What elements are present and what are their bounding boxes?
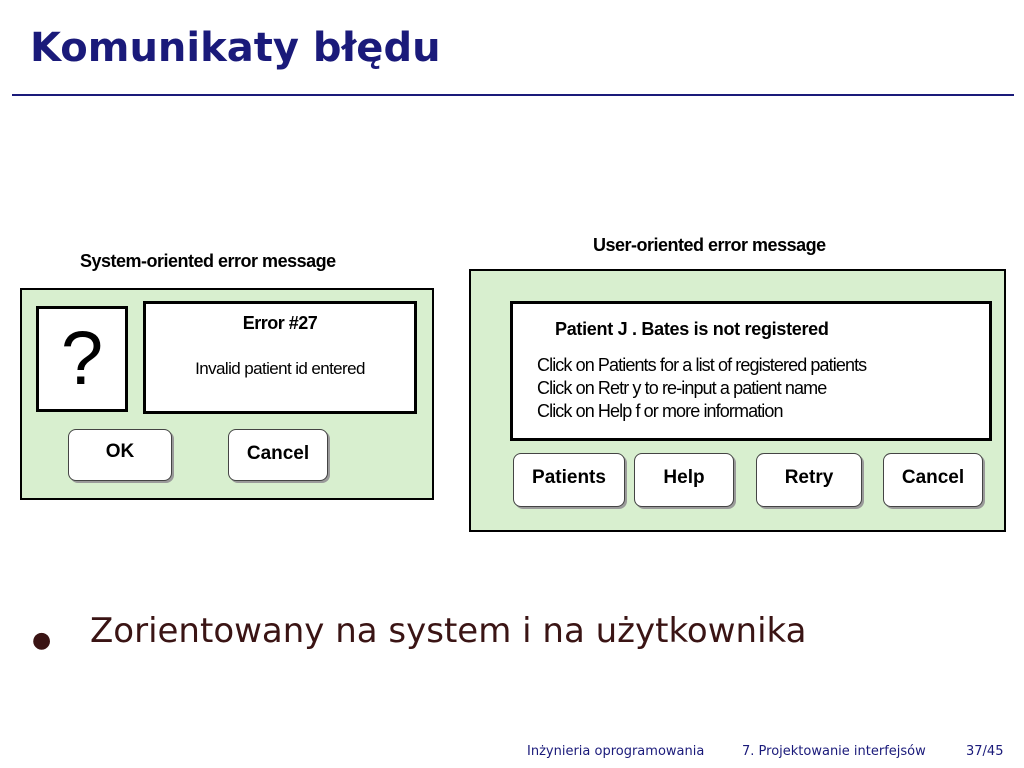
footer-course: Inżynieria oprogramowania xyxy=(527,744,705,759)
footer-chapter: 7. Projektowanie interfejsów xyxy=(742,744,926,759)
user-dialog-caption: User-oriented error message xyxy=(593,235,826,255)
cancel-button[interactable]: Cancel xyxy=(883,453,983,507)
instruction-line: Click on Help f or more information xyxy=(537,401,783,421)
help-button[interactable]: Help xyxy=(634,453,734,507)
system-dialog-caption: System-oriented error message xyxy=(80,251,336,271)
ok-button[interactable]: OK xyxy=(68,429,172,481)
cancel-button[interactable]: Cancel xyxy=(228,429,328,481)
bullet-icon: ● xyxy=(32,628,52,653)
title-divider xyxy=(12,94,1014,96)
patient-not-registered-heading: Patient J . Bates is not registered xyxy=(555,319,829,339)
system-error-dialog xyxy=(20,288,434,500)
instruction-line: Click on Retr y to re-input a patient name xyxy=(537,378,827,398)
slide-title: Komunikaty błędu xyxy=(30,25,441,71)
patients-button[interactable]: Patients xyxy=(513,453,625,507)
user-message-box xyxy=(510,301,992,441)
retry-button[interactable]: Retry xyxy=(756,453,862,507)
question-mark-icon: ? xyxy=(36,306,128,412)
bullet-text: Zorientowany na system i na użytkownika xyxy=(90,611,807,651)
system-message-box xyxy=(143,301,417,414)
error-code: Error #27 xyxy=(242,313,318,333)
user-error-dialog xyxy=(469,269,1006,532)
error-message: Invalid patient id entered xyxy=(195,359,365,378)
footer-page-number: 37/45 xyxy=(966,744,1004,759)
instruction-line: Click on Patients for a list of registered patients xyxy=(537,355,867,375)
